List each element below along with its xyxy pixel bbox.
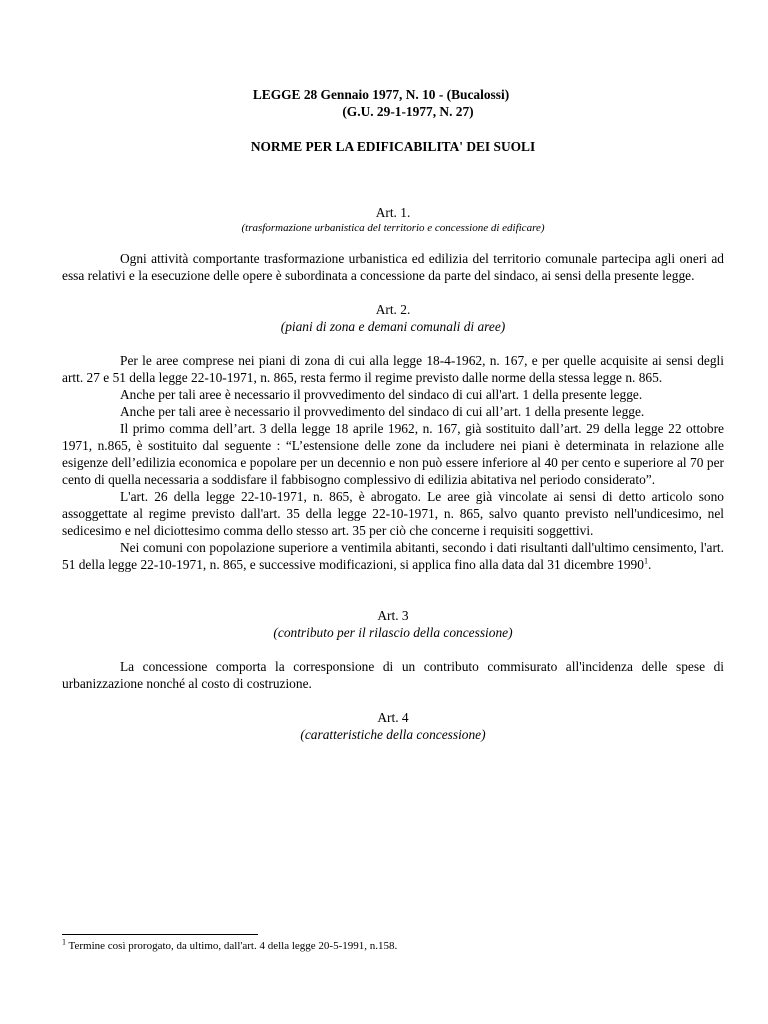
article-1-subtitle: (trasformazione urbanistica del territorio e concessione di edificare) [241, 222, 545, 234]
article-4-heading: Art. 4 [377, 710, 409, 725]
footnote-divider [62, 934, 258, 935]
article-2-subtitle: (piani di zona e demani comunali di aree) [280, 319, 506, 334]
article-4-subtitle: (caratteristiche della concessione) [300, 727, 486, 742]
footnote-reference: 1 [643, 556, 648, 566]
article-2-paragraph-6: Nei comuni con popolazione superiore a ventimila abitanti, secondo i dati risultanti dall'ultimo censimento, l'art. 51 della legge 22-10-1971, n. 865, e successive modificazioni, si applica fino alla data dal 31 dicembre 1990$^1$. [62, 540, 724, 572]
footnote-text: Termine così prorogato, da ultimo, dall'art. 4 della legge 20-5-1991, n.158. [66, 940, 398, 952]
article-3-paragraph: La concessione comporta la corresponsione di un contributo commisurato all'incidenza delle spese di urbanizzazione nonché al costo di costruzione. [62, 659, 724, 691]
law-title: LEGGE 28 Gennaio 1977, N. 10 - (Bucalossi) [252, 87, 510, 102]
article-2-paragraph-4: Il primo comma dell’art. 3 della legge 18 aprile 1962, n. 167, già sostituito dall’art. 29 della legge 22 ottobre 1971, n.865, è sostituito dal seguente : “L’estensione delle zone da includere nei piani è determinata in relazione alle esigenze dell’edilizia economica e popolare per un decennio e non può essere inferiore al 40 per cento e superiore al 70 per cento di quella necessaria a soddisfare il fabbisogno complessivo di edilizia abitativa nel periodo considerato”. [62, 421, 724, 487]
article-2-paragraph-2: Anche per tali aree è necessario il provvedimento del sindaco di cui all'art. 1 della presente legge. [120, 387, 643, 402]
article-2-paragraph-6-text: Nei comuni con popolazione superiore a ventimila abitanti, secondo i dati risultanti dall'ultimo censimento, l'art. 51 della legge 22-10-1971, n. 865, e successive modificazioni, si applica fino alla data dal 31 dicembre 1990 [62, 540, 724, 572]
article-2-paragraph-5: L'art. 26 della legge 22-10-1971, n. 865, è abrogato. Le aree già vincolate ai sensi di detto articolo sono assoggettate al regime previsto dall'art. 35 della legge 22-10-1971, n. 865, salvo quanto previsto nell'undicesimo, nel sedicesimo e nel diciottesimo comma dello stesso art. 35 per ciò che concerne i requisiti soggettivi. [62, 489, 724, 538]
article-2-paragraph-1: Per le aree comprese nei piani di zona di cui alla legge 18-4-1962, n. 167, e per quelle acquisite ai sensi degli artt. 27 e 51 della legge 22-10-1971, n. 865, resta fermo il regime previsto dalle norme della stessa legge n. 865. [62, 353, 724, 385]
article-1-heading: Art. 1. [375, 205, 411, 220]
footnote-mark: 1 [62, 937, 66, 947]
article-2-paragraph-3: Anche per tali aree è necessario il provvedimento del sindaco di cui all’art. 1 della presente legge. [120, 404, 645, 419]
document-body [62, 86, 724, 743]
article-1-paragraph: Ogni attività comportante trasformazione urbanistica ed edilizia del territorio comunale partecipa agli oneri ad essa relativi e la esecuzione delle opere è subordinata a concessione da parte del sindaco, ai sensi della presente legge. [62, 251, 724, 283]
article-3-heading: Art. 3 [377, 608, 409, 623]
footnote [62, 939, 724, 953]
article-2-heading: Art. 2. [375, 302, 411, 317]
gazette-reference: (G.U. 29-1-1977, N. 27) [342, 104, 474, 119]
document-heading: NORME PER LA EDIFICABILITA' DEI SUOLI [250, 139, 536, 154]
article-3-subtitle: (contributo per il rilascio della concessione) [273, 625, 513, 640]
